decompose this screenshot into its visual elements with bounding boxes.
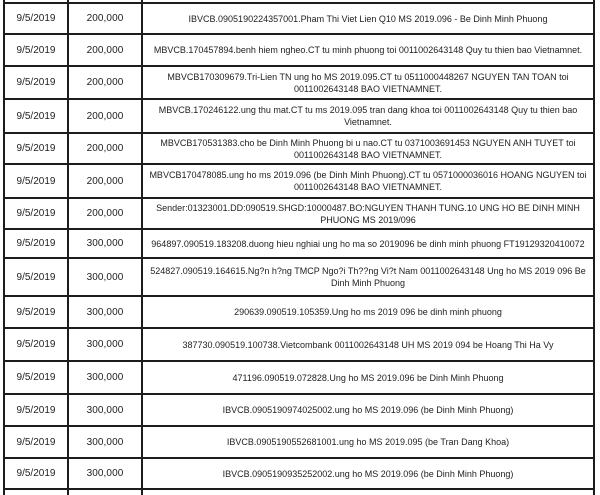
date-cell: 9/5/2019: [5, 259, 69, 295]
amount-cell: 300,000: [69, 230, 143, 257]
amount-cell: 200,000: [69, 4, 143, 33]
table-row-partial-bottom: [5, 490, 593, 495]
date-cell: 9/5/2019: [5, 297, 69, 327]
table-row: [5, 134, 593, 165]
date-cell: 9/5/2019: [5, 199, 69, 228]
amount-cell: 200,000: [69, 134, 143, 163]
amount-cell: 300,000: [69, 395, 143, 425]
date-cell: 9/5/2019: [5, 35, 69, 65]
date-cell: [5, 0, 69, 2]
description-cell: MBVCB170531383.cho be Dinh Minh Phuong bi u nao.CT tu 0371003691453 NGUYEN ANH TUYET toi 0011002643148 BAO VIETNAMNET.: [160, 137, 576, 160]
date-cell: 9/5/2019: [5, 362, 69, 393]
table-row: [5, 165, 593, 199]
description-cell: 964897.090519.183208.duong hieu nghiai ung ho ma so 2019096 be dinh minh phuong FT19129320410072: [151, 238, 585, 249]
description-cell: IBVCB.0905190935252002.ung ho MS 2019.096 (be Dinh Minh Phuong): [222, 468, 514, 479]
amount-cell: 200,000: [69, 35, 143, 65]
table-row: [5, 362, 593, 395]
donation-table: [3, 0, 595, 495]
amount-cell: 200,000: [69, 67, 143, 98]
table-row: [5, 329, 593, 362]
date-cell: 9/5/2019: [5, 100, 69, 132]
date-cell: 9/5/2019: [5, 395, 69, 425]
date-cell: 9/5/2019: [5, 230, 69, 257]
description-cell: MBVCB170478085.ung ho ms 2019.096 (be Dinh Minh Phuong).CT tu 0571000036016 HOANG NGUYEN toi 0011002643148 BAO VIETNAMNET.: [149, 170, 587, 192]
date-cell: 9/5/2019: [5, 4, 69, 33]
description-cell: 471196.090519.072828.Ung ho MS 2019.096 be Dinh Minh Phuong: [232, 372, 504, 383]
table-row: [5, 230, 593, 259]
amount-cell: 200,000: [69, 100, 143, 132]
description-cell: IBVCB.0905190974025002.ung ho MS 2019.096 (be Dinh Minh Phuong): [222, 405, 514, 415]
table-row: [5, 297, 593, 329]
date-cell: 9/5/2019: [5, 459, 69, 488]
table-row: [5, 427, 593, 459]
description-cell: Sender:01323001.DD:090519.SHGD:10000487.BO:NGUYEN THANH TUNG.10 UNG HO BE DINH MINH PHUONG MS 2019/096: [156, 202, 580, 225]
date-cell: 9/5/2019: [5, 427, 69, 457]
amount-cell: 200,000: [69, 165, 143, 197]
date-cell: 9/5/2019: [5, 134, 69, 163]
table-row: [5, 199, 593, 230]
description-cell: 524827.090519.164615.Ng?n h?ng TMCP Ngo?i Th??ng Vi?t Nam 0011002643148 Ung ho MS 2019 096 Be Dinh Minh Phuong: [150, 266, 586, 288]
table-row: [5, 459, 593, 490]
description-cell: IBVCB.0905190552681001.ung ho MS 2019.095 (be Tran Dang Khoa): [226, 437, 510, 447]
date-cell: 9/5/2019: [5, 67, 69, 98]
description-cell: 387730.090519.100738.Vietcombank 0011002643148 UH MS 2019 094 be Hoang Thi Ha Vy: [182, 339, 554, 350]
amount-cell: 300,000: [69, 362, 143, 393]
table-row: [5, 67, 593, 100]
description-cell: [143, 490, 593, 495]
amount-cell: 300,000: [69, 459, 143, 488]
amount-cell: 300,000: [69, 297, 143, 327]
date-cell: 9/5/2019: [5, 165, 69, 197]
amount-cell: [69, 490, 143, 495]
table-row: [5, 35, 593, 67]
table-row: [5, 100, 593, 134]
amount-cell: [69, 0, 143, 2]
description-cell: [143, 0, 593, 2]
date-cell: [5, 490, 69, 495]
table-row: [5, 259, 593, 297]
amount-cell: 300,000: [69, 427, 143, 457]
date-cell: 9/5/2019: [5, 329, 69, 360]
description-cell: IBVCB.0905190224357001.Pham Thi Viet Lien Q10 MS 2019.096 - Be Dinh Minh Phuong: [188, 13, 548, 24]
amount-cell: 200,000: [69, 199, 143, 228]
amount-cell: 300,000: [69, 329, 143, 360]
table-row: [5, 395, 593, 427]
description-cell: MBVCB.170246122.ung thu mat.CT tu ms 2019.095 tran dang khoa toi 0011002643148 Quy tu thien bao Vietnamnet.: [158, 105, 578, 127]
table-row: [5, 4, 593, 35]
description-cell: MBVCB.170457894.benh hiem ngheo.CT tu minh phuong toi 0011002643148 Quy tu thien bao Vietnamnet.: [153, 45, 583, 55]
amount-cell: 300,000: [69, 259, 143, 295]
description-cell: MBVCB170309679.Tri-Lien TN ung ho MS 2019.095.CT tu 0511000448267 NGUYEN TAN TOAN toi 0011002643148 BAO VIETNAMNET.: [167, 71, 569, 94]
description-cell: 290639.090519.105359.Ung ho ms 2019 096 be dinh minh phuong: [234, 307, 502, 317]
